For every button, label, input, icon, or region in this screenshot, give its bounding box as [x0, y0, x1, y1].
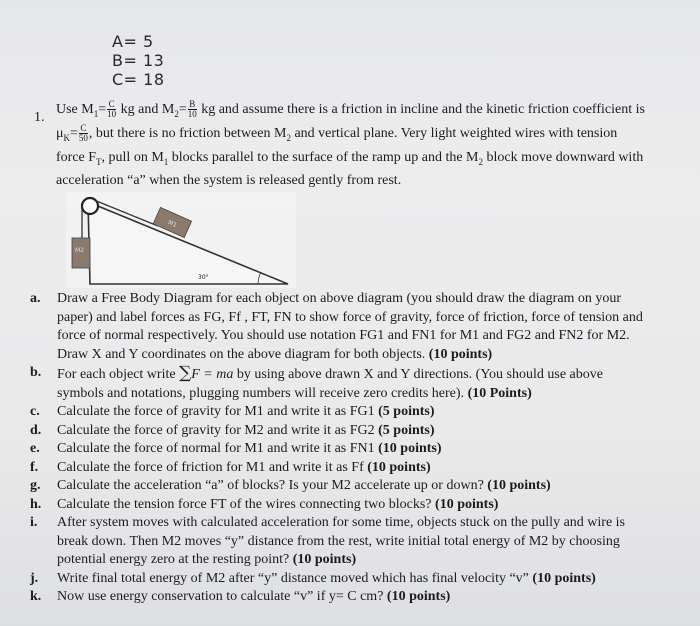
sigma-icon: ∑ [179, 363, 192, 383]
list-item: j. Write final total energy of M2 after “y” distance moved which has final velocity “v” (10 points) [30, 570, 596, 586]
m1-label: M1 [166, 219, 178, 230]
handwritten-values [112, 32, 165, 89]
list-item: i. After system moves with calculated acceleration for some time, objects stuck on the pully and wire is break down. Then M2 moves “y” distance from the rest, write initial total energy of M2 by choosing potential energy zero at the resting point? (10 points) [30, 515, 625, 567]
list-item: g. Calculate the acceleration “a” of blocks? Is your M2 accelerate up or down? (10 points) [30, 478, 551, 493]
fraction-c-50: $\frac{C}{50}$ [78, 123, 88, 144]
list-item: e. Calculate the force of normal for M1 and write it as FN1 (10 points) [30, 441, 442, 456]
list-item: h. Calculate the tension force FT of the wires connecting two blocks? (10 points) [30, 496, 499, 512]
list-item: f. Calculate the force of friction for M1 and write it as Ff (10 points) [30, 459, 431, 475]
list-item: c. Calculate the force of gravity for M1 and write it as FG1 (5 points) [30, 404, 435, 419]
handwritten-b: B= 13 [112, 51, 165, 70]
list-item: a. Draw a Free Body Diagram for each object on above diagram (you should draw the diagram on your paper) and label forces as FG, Ff , FT, FN to show force of gravity, force of friction, force of tension and force of normal respectively. You should use notation FG1 and FN1 for M1 and FG2 and FN2 for M2. Draw X and Y coordinates on the above diagram for both objects. (10 points) [30, 291, 643, 362]
m2-label: M2 [75, 247, 84, 254]
handwritten-a: A= 5 [112, 32, 154, 51]
list-item: k. Now use energy conservation to calculate “v” if y= C cm? (10 points) [30, 589, 451, 604]
question-intro: Use $M_1=$ $\frac{C}{10}$ kg and $M_2=$ $\frac{B}{10}$ kg and assume there is a friction in incline and the kinetic friction coefficient is $\mu_K=$ $\frac{C}{50}$ , but there is no friction between $M_2$ and vertical plane. Very light weighted wires with tension force $F_T$, pull on $M_1$ blocks parallel to the surface of the ramp up and the $M_2$ block move downward with acceleration “a” when the system is released gently from rest. [56, 99, 645, 189]
question-items [30, 290, 650, 607]
fraction-b-10: $\frac{B}{10}$ [187, 99, 197, 120]
list-item: d. Calculate the force of gravity for M2 and write it as FG2 (5 points) [30, 422, 435, 438]
list-item: b. For each object write ∑F = ma by using above drawn X and Y directions. (You should use above symbols and notations, plugging numbers will receive zero credits here). (10 Points) [30, 363, 603, 401]
question-number: 1. [34, 110, 45, 125]
angle-label: 30° [198, 274, 209, 281]
incline-diagram [66, 192, 296, 288]
fraction-c-10: $\frac{C}{10}$ [107, 99, 117, 120]
handwritten-c: C= 18 [112, 70, 165, 89]
